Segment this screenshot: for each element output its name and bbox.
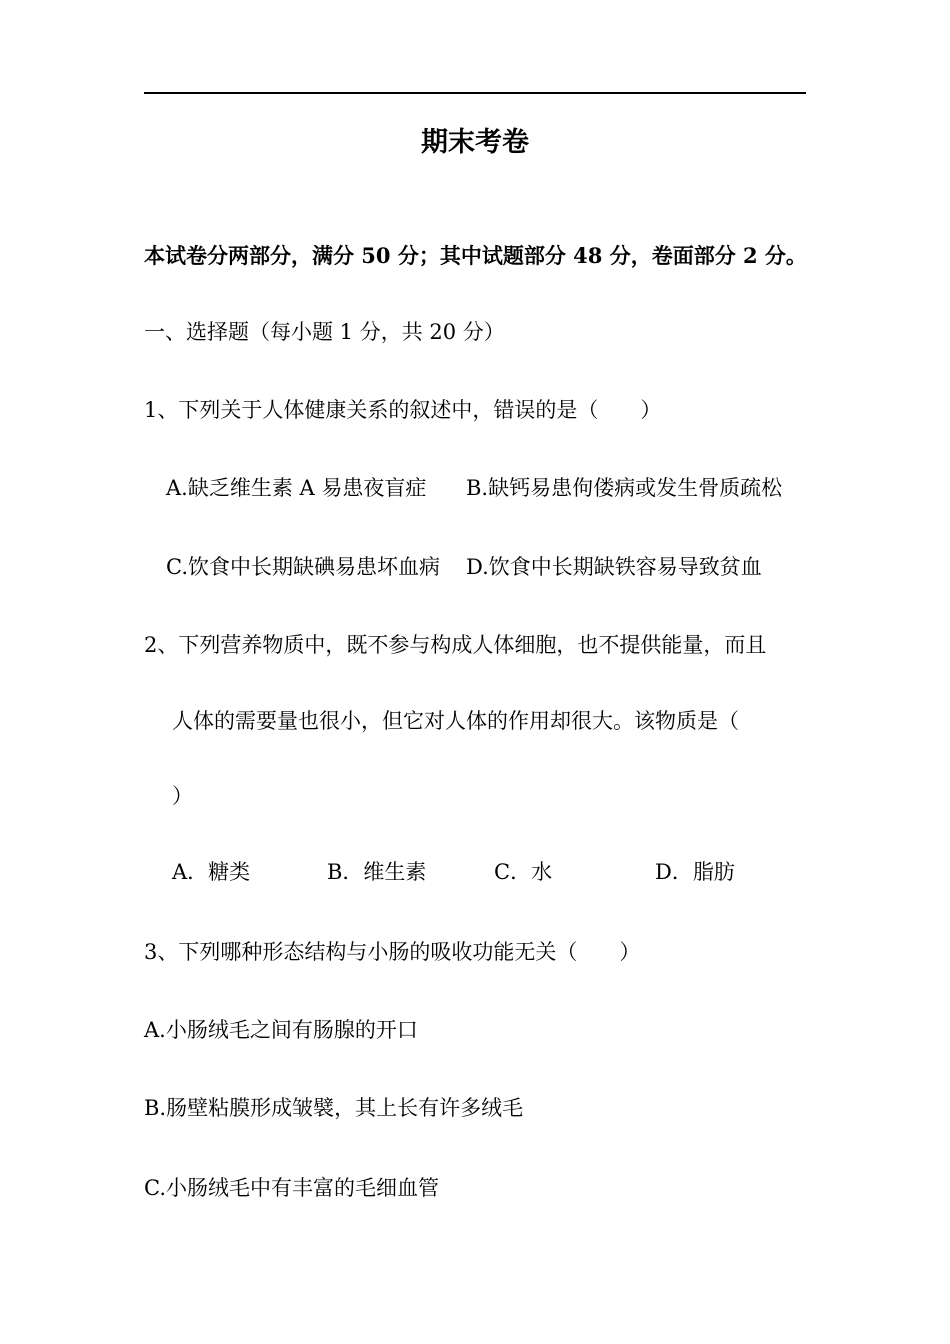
question-2-stem-line-3: ） xyxy=(172,784,193,808)
intro-text: 本试卷分两部分，满分 50 分；其中试题部分 48 分，卷面部分 2 分。 xyxy=(144,243,807,268)
header-rule xyxy=(144,92,806,94)
section-heading: 一、选择题（每小题 1 分，共 20 分） xyxy=(144,320,505,344)
question-1-stem: 1、下列关于人体健康关系的叙述中，错误的是（ ） xyxy=(144,398,662,422)
question-2-stem-line-2: 人体的需要量也很小，但它对人体的作用却很大。该物质是（ xyxy=(172,709,739,733)
question-3-option-b: B.肠壁粘膜形成皱襞，其上长有许多绒毛 xyxy=(144,1096,524,1120)
question-3-option-c: C.小肠绒毛中有丰富的毛细血管 xyxy=(144,1176,439,1200)
question-2-option-a: A．糖类 xyxy=(172,860,251,884)
page-title: 期末考卷 xyxy=(421,127,529,158)
question-3-option-a: A.小肠绒毛之间有肠腺的开口 xyxy=(144,1018,418,1042)
question-2-option-c: C．水 xyxy=(494,860,553,884)
question-1-option-c: C.饮食中长期缺碘易患坏血病 xyxy=(166,555,440,579)
question-2-option-d: D．脂肪 xyxy=(655,860,735,884)
question-1-option-d: D.饮食中长期缺铁容易导致贫血 xyxy=(466,555,762,579)
question-2-stem-line-1: 2、下列营养物质中，既不参与构成人体细胞，也不提供能量，而且 xyxy=(144,633,767,657)
question-2-option-b: B．维生素 xyxy=(327,860,427,884)
question-1-option-a: A.缺乏维生素 A 易患夜盲症 xyxy=(166,476,427,500)
question-1-option-b: B.缺钙易患佝偻病或发生骨质疏松 xyxy=(466,476,783,500)
question-3-stem: 3、下列哪种形态结构与小肠的吸收功能无关（ ） xyxy=(144,940,641,964)
